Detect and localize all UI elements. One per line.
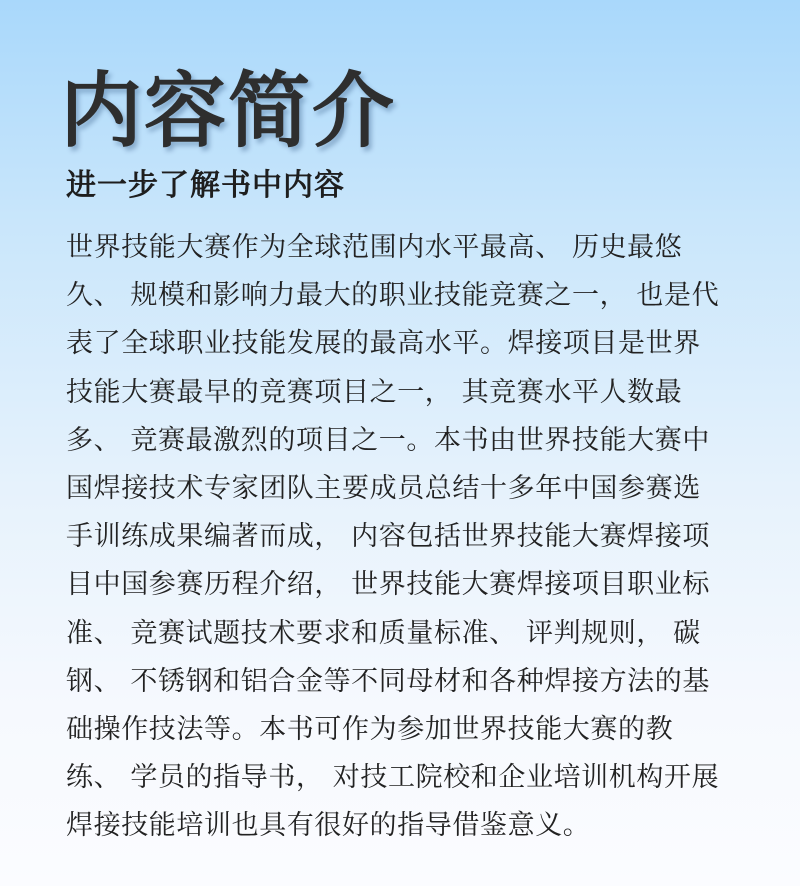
- paragraph-line: 目中国参赛历程介绍， 世界技能大赛焊接项目职业标: [66, 569, 710, 601]
- paragraph-line: 焊接技能培训也具有很好的指导借鉴意义。: [66, 810, 591, 842]
- page-subtitle: 进一步了解书中内容: [66, 168, 345, 203]
- paragraph-line: 础操作技法等。本书可作为参加世界技能大赛的教: [66, 713, 674, 745]
- paragraph-line: 世界技能大赛作为全球范围内水平最高、 历史最悠: [66, 232, 683, 263]
- paragraph-line: 手训练成果编著而成， 内容包括世界技能大赛焊接项: [66, 521, 710, 553]
- paragraph-line: 表了全球职业技能发展的最高水平。焊接项目是世界: [66, 328, 701, 360]
- paragraph-line: 国焊接技术专家团队主要成员总结十多年中国参赛选: [66, 472, 701, 504]
- paragraph-line: 钢、 不锈钢和铝合金等不同母材和各种焊接方法的基: [66, 665, 710, 697]
- paragraph-line: 久、 规模和影响力最大的职业技能竞赛之一， 也是代: [66, 280, 720, 312]
- paragraph-line: 准、 竞赛试题技术要求和质量标准、 评判规则， 碳: [66, 617, 701, 649]
- paragraph-line: 多、 竞赛最激烈的项目之一。本书由世界技能大赛中: [66, 424, 710, 456]
- paragraph-line: 练、 学员的指导书， 对技工院校和企业培训机构开展: [66, 762, 720, 794]
- paragraph-line: 技能大赛最早的竞赛项目之一， 其竞赛水平人数最: [66, 376, 683, 408]
- introduction-paragraph: [66, 224, 746, 850]
- page-title: 内容简介: [60, 64, 397, 159]
